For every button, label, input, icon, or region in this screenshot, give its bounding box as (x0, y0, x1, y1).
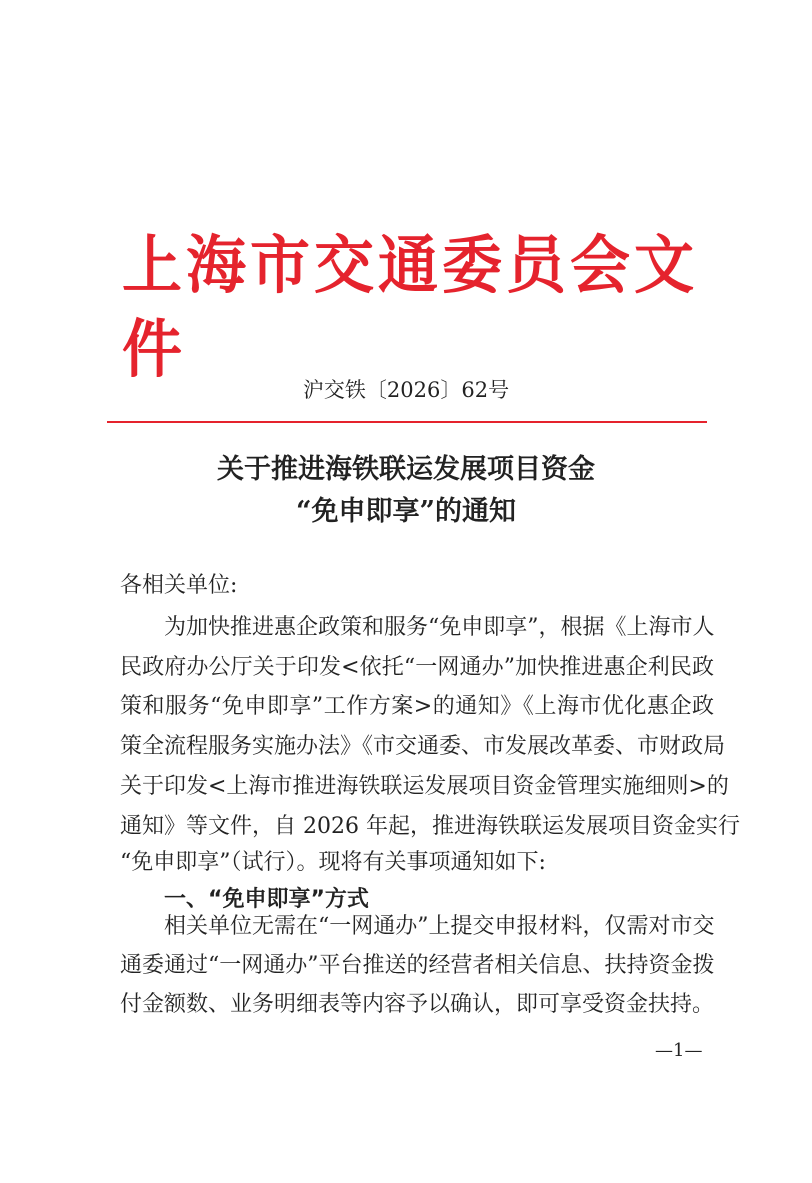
body-line: 为加快推进惠企政策和服务“免申即享”，根据《上海市人 (120, 615, 715, 640)
body-line: 关于印发<上海市推进海铁联运发展项目资金管理实施细则>的 (120, 774, 729, 799)
document-title-line-1: 关于推进海铁联运发展项目资金 (217, 454, 595, 485)
body-line: “免申即享”（试行）。现将有关事项通知如下: (120, 850, 546, 875)
section-line: 相关单位无需在“一网通办”上提交申报材料，仅需对市交 (120, 914, 715, 939)
body-line: 民政府办公厅关于印发<依托“一网通办”加快推进惠企利民政 (120, 655, 714, 680)
body-line: 策和服务“免申即享”工作方案>的通知》《上海市优化惠企政 (120, 694, 714, 719)
document-masthead: 上海市交通委员会文件 (122, 229, 694, 387)
body-line: 通知》等文件，自 2026 年起，推进海铁联运发展项目资金实行 (120, 814, 740, 839)
section-heading: 一、“免申即享”方式 (120, 887, 369, 912)
section-line: 通委通过“一网通办”平台推送的经营者相关信息、扶持资金拨 (120, 953, 715, 978)
section-line: 付金额数、业务明细表等内容予以确认，即可享受资金扶持。 (120, 992, 715, 1017)
document-number: 沪交铁〔2026〕62号 (302, 378, 510, 402)
page-number: —1— (655, 1040, 703, 1061)
red-divider (107, 421, 707, 423)
document-title-line-2: “免申即享”的通知 (295, 496, 517, 527)
body-line: 策全流程服务实施办法》《市交通委、市发展改革委、市财政局 (120, 734, 726, 759)
salutation: 各相关单位: (120, 573, 238, 598)
